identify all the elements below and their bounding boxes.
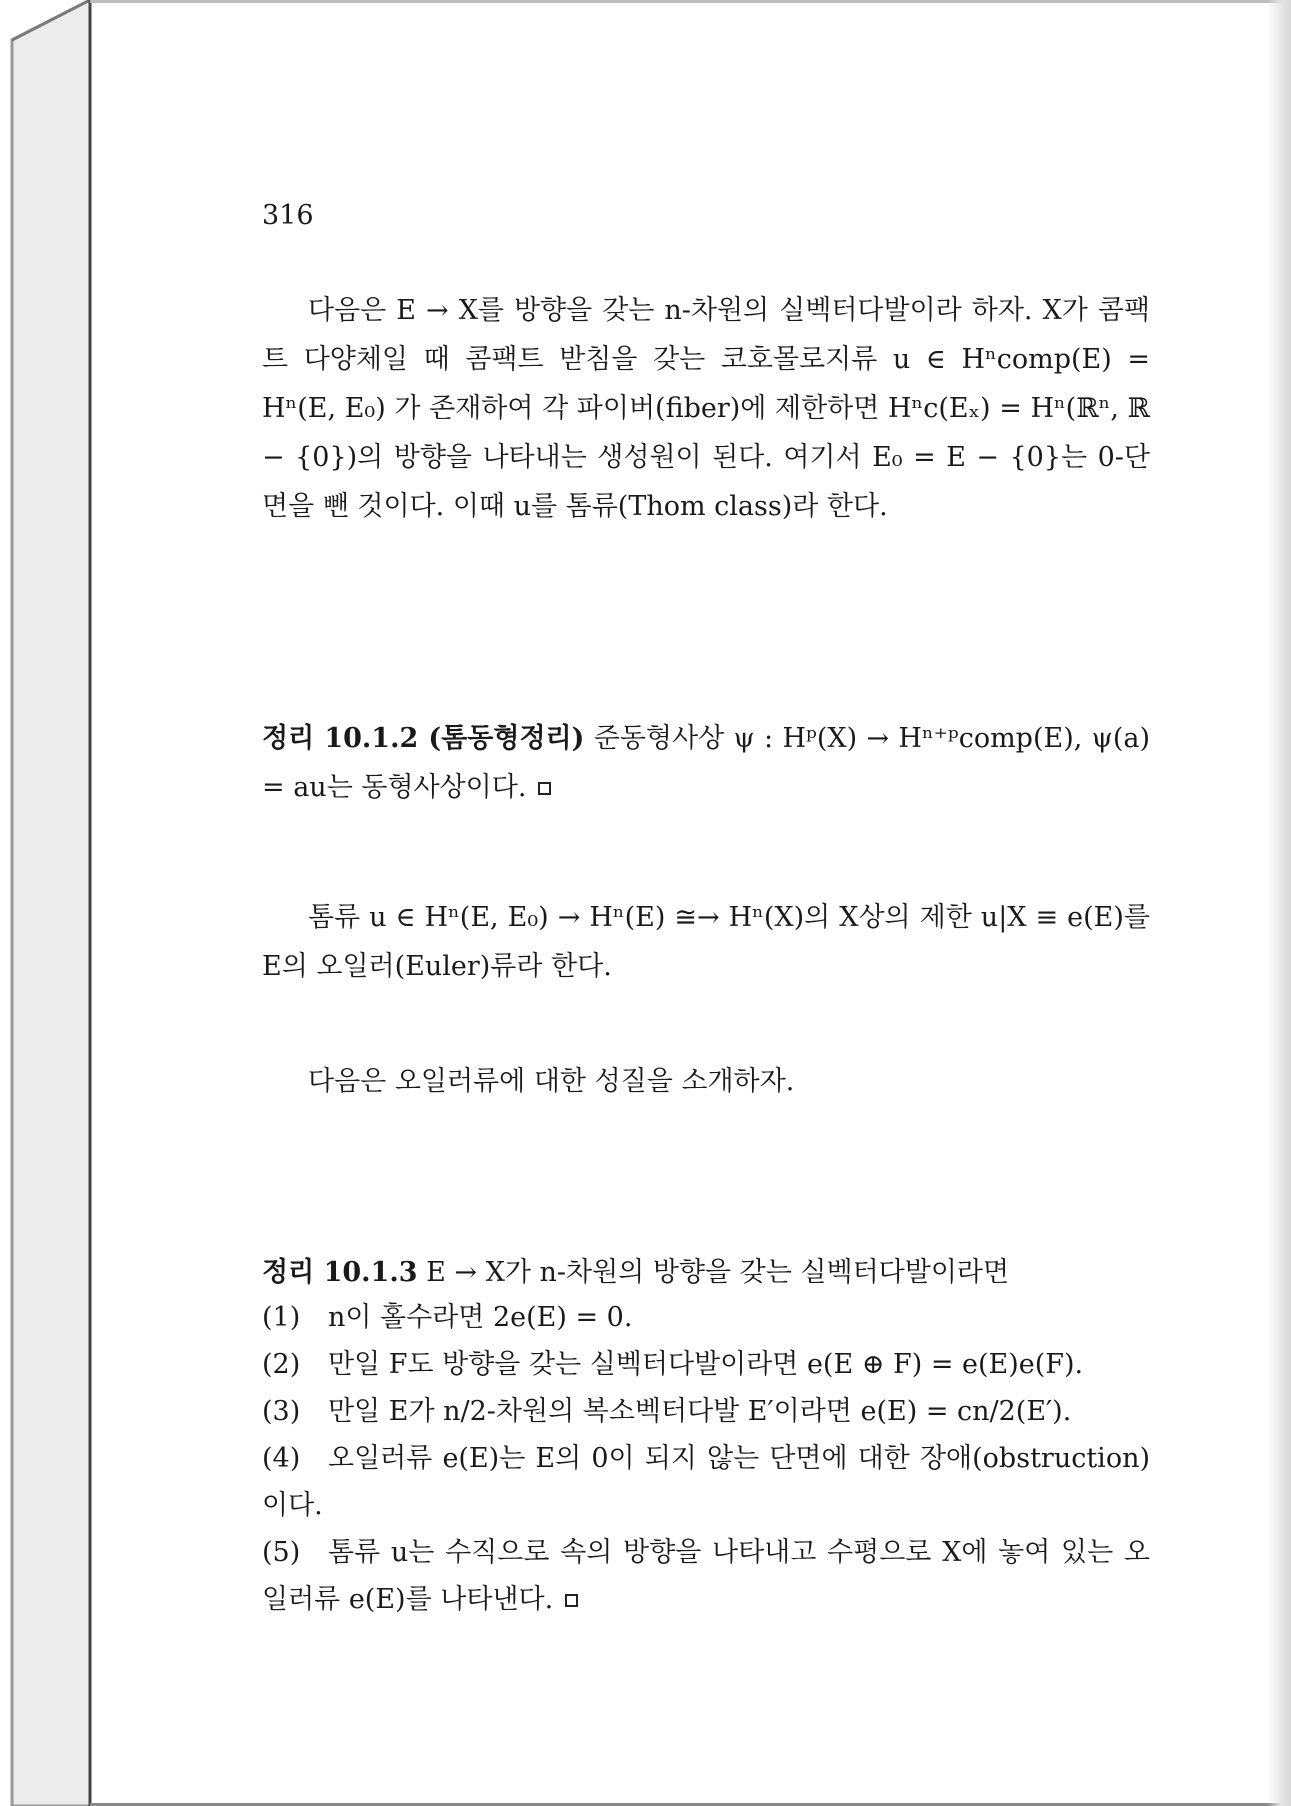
list-item — [262, 1294, 1150, 1341]
item-text: 오일러류 e(E)는 E의 0이 되지 않는 단면에 대한 장애(obstruction)이다. — [262, 1443, 1150, 1521]
theorem-body: E → X가 n-차원의 방향을 갖는 실벡터다발이라면 — [426, 1257, 1010, 1288]
item-number: (3) — [262, 1396, 301, 1427]
paragraph-euler-class: 톰류 u ∈ Hⁿ(E, E₀) → Hⁿ(E) ≅→ Hⁿ(X)의 X상의 제한 u|X ≡ e(E)를 E의 오일러(Euler)류라 한다. — [262, 902, 1150, 982]
theorem-heading: 정리 10.1.3 — [262, 1257, 418, 1288]
theorem-heading: 정리 10.1.2 (톰동형정리) — [262, 723, 585, 754]
list-item — [262, 1529, 1150, 1623]
page-top-edge — [90, 0, 1291, 3]
item-number: (1) — [262, 1302, 301, 1333]
item-number: (2) — [262, 1349, 301, 1380]
item-text: 만일 F도 방향을 갖는 실벡터다발이라면 e(E ⊕ F) = e(E)e(F). — [328, 1349, 1084, 1380]
page-number: 316 — [262, 200, 314, 231]
list-item — [262, 1435, 1150, 1529]
paragraph-intro: 다음은 오일러류에 대한 성질을 소개하자. — [308, 1066, 795, 1097]
page-right-shadow — [1267, 0, 1291, 1806]
item-text: n이 홀수라면 2e(E) = 0. — [328, 1302, 633, 1333]
qed-icon — [565, 1594, 578, 1607]
item-number: (4) — [262, 1443, 301, 1474]
theorem-10-1-2 — [262, 714, 1150, 812]
book-edge — [0, 0, 95, 1806]
qed-icon — [538, 782, 551, 795]
theorem-body: 준동형사상 ψ : Hᵖ(X) → Hⁿ⁺ᵖcomp(E), ψ(a) = au는 동형사상이다. — [262, 723, 1151, 803]
paragraph-thom-class: 다음은 E → X를 방향을 갖는 n-차원의 실벡터다발이라 하자. X가 콤팩트 다양체일 때 콤팩트 받침을 갖는 코호몰로지류 u ∈ Hⁿcomp(E) = Hⁿ(E, E₀) 가 존재하여 각 파이버(fiber)에 제한하면 Hⁿc(Eₓ) = Hⁿ(ℝⁿ, ℝ − {0})의 방향을 나타내는 생성원이 된다. 여기서 E₀ = E − {0}는 0-단면을 뺀 것이다. 이때 u를 톰류(Thom class)라 한다. — [262, 295, 1150, 522]
list-item — [262, 1341, 1150, 1388]
item-text: 만일 E가 n/2-차원의 복소벡터다발 E′이라면 e(E) = cn/2(E′). — [328, 1396, 1072, 1427]
theorem-10-1-3 — [262, 1248, 1150, 1297]
item-number: (5) — [262, 1537, 301, 1568]
item-text: 톰류 u는 수직으로 속의 방향을 나타내고 수평으로 X에 놓여 있는 오일러류 e(E)를 나타낸다. — [262, 1537, 1150, 1615]
list-item — [262, 1388, 1150, 1435]
